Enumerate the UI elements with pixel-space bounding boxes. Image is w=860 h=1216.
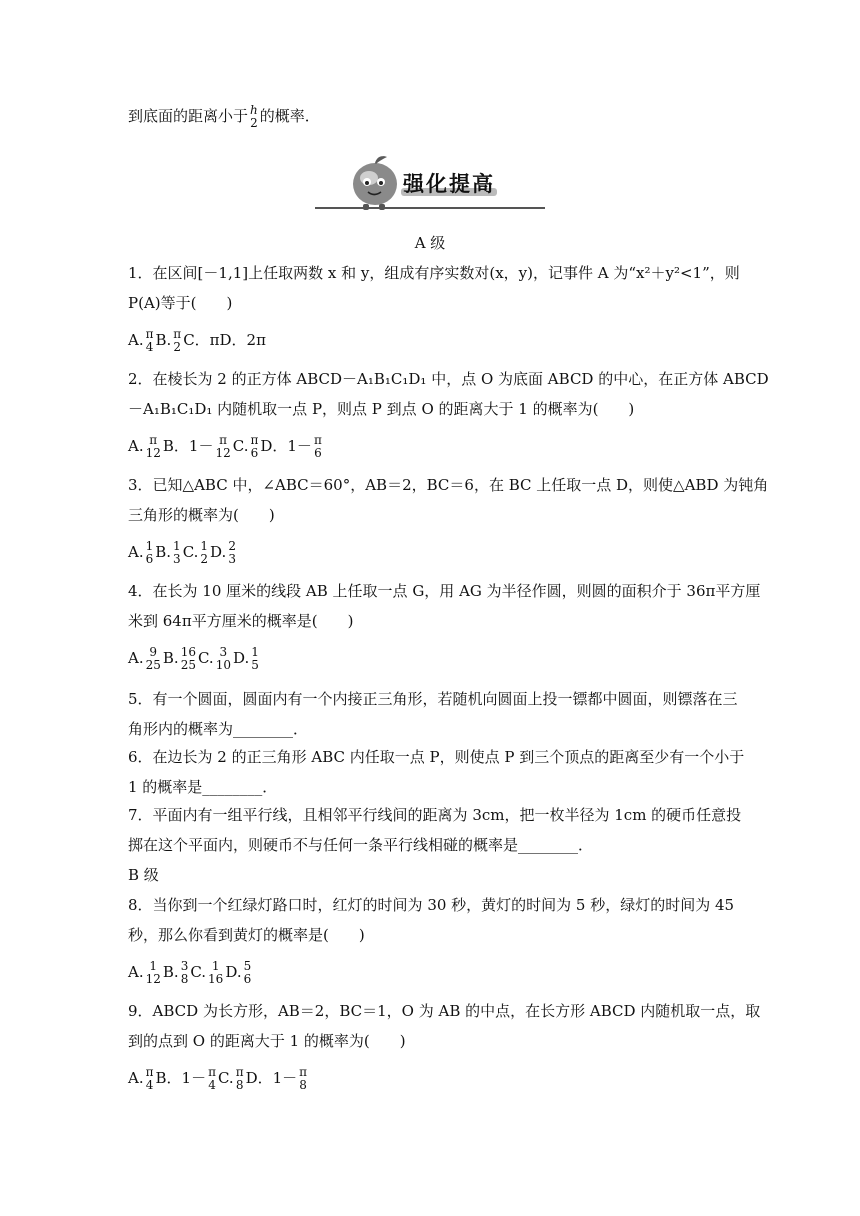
fraction — [172, 328, 182, 354]
fraction-denominator: 12 — [215, 446, 231, 460]
fraction-numerator: π — [219, 433, 228, 447]
intro-text: 到底面的距离小于 — [128, 107, 249, 125]
option-label: B. — [155, 331, 172, 349]
fraction — [145, 434, 162, 460]
question-8-options — [128, 960, 738, 986]
option-label: D. — [225, 963, 242, 981]
option-label: D. — [210, 543, 227, 561]
fraction-denominator: 3 — [173, 552, 181, 566]
intro-text-end: 的概率． — [259, 107, 320, 125]
option-label: A. — [128, 649, 144, 667]
question-3-line-2: 三角形的概率为( ) — [128, 506, 275, 524]
fraction — [145, 646, 162, 672]
option-label: B．1－ — [162, 437, 214, 455]
fraction — [243, 960, 253, 986]
fraction — [235, 1066, 245, 1092]
fraction-numerator: π — [313, 433, 322, 447]
fraction-denominator: 2 — [173, 340, 182, 354]
fraction-numerator: 9 — [149, 645, 158, 659]
question-7-line-2: 掷在这个平面内，则硬币不与任何一条平行线相碰的概率是________． — [128, 836, 594, 854]
question-2-options — [128, 434, 738, 460]
option-label: C. — [197, 649, 214, 667]
question-6-line-1: 6．在边长为 2 的正三角形 ABC 内任取一点 P，则使点 P 到三个顶点的距离至少有一个小于 — [128, 748, 745, 766]
banner-divider — [315, 207, 545, 209]
fraction — [145, 540, 155, 566]
fraction-numerator: 1 — [173, 539, 181, 553]
option-label: A. — [128, 963, 144, 981]
question-5-line-1: 5．有一个圆面，圆面内有一个内接正三角形，若随机向圆面上投一镖都中圆面，则镖落在三 — [128, 690, 738, 708]
option-label: C. — [232, 437, 249, 455]
question-3-line-1: 3．已知△ABC 中，∠ABC＝60°，AB＝2，BC＝6，在 BC 上任取一点 D，则使△ABD 为钝角 — [128, 476, 769, 494]
question-9-line-1: 9．ABCD 为长方形，AB＝2，BC＝1，O 为 AB 的中点，在长方形 ABCD 内随机取一点，取 — [128, 1002, 761, 1020]
fraction — [207, 1066, 217, 1092]
question-4-line-2: 米到 64π平方厘米的概率是( ) — [128, 612, 354, 630]
fraction-numerator: 16 — [180, 645, 196, 659]
fraction-numerator: 3 — [219, 645, 228, 659]
fraction-numerator: π — [145, 327, 154, 341]
question-2-line-1: 2．在棱长为 2 的正方体 ABCD－A₁B₁C₁D₁ 中，点 O 为底面 ABCD 的中心，在正方体 ABCD — [128, 370, 769, 388]
fraction-denominator: 8 — [180, 972, 189, 986]
option-label: A. — [128, 437, 144, 455]
fraction-numerator: 1 — [200, 539, 209, 553]
fraction-numerator: h — [250, 103, 258, 117]
fraction-numerator: 1 — [149, 959, 158, 973]
section-title: 强化提高 — [403, 172, 495, 196]
fraction — [172, 540, 182, 566]
fraction-denominator: 25 — [180, 658, 196, 672]
fraction — [145, 1066, 155, 1092]
fraction — [199, 540, 209, 566]
fraction — [249, 434, 259, 460]
option-label: D．1－ — [245, 1069, 298, 1087]
question-9-options — [128, 1066, 738, 1092]
option-label: A. — [128, 331, 144, 349]
fraction-numerator: 1 — [251, 645, 259, 659]
fraction-numerator: π — [149, 433, 158, 447]
option-label: C. — [182, 543, 199, 561]
option-label: B. — [162, 963, 179, 981]
fraction-denominator: 12 — [145, 972, 161, 986]
fraction-denominator: 2 — [200, 552, 209, 566]
fraction — [249, 104, 259, 130]
question-3-options — [128, 540, 738, 566]
fraction — [180, 960, 190, 986]
option-label: C．πD．2π — [183, 331, 266, 349]
question-7-line-1: 7．平面内有一组平行线，且相邻平行线间的距离为 3cm，把一枚半径为 1cm 的硬币任意投 — [128, 806, 742, 824]
fraction-denominator: 2 — [250, 116, 258, 130]
option-label: C. — [190, 963, 207, 981]
intro-line — [128, 104, 738, 130]
fraction-denominator: 6 — [145, 552, 154, 566]
fraction-numerator: 1 — [211, 959, 220, 973]
fraction — [145, 960, 162, 986]
question-1-line-2: P(A)等于( ) — [128, 294, 233, 312]
question-8-line-2: 秒，那么你看到黄灯的概率是( ) — [128, 926, 365, 944]
fraction-denominator: 25 — [145, 658, 161, 672]
fraction-numerator: 3 — [180, 959, 189, 973]
option-label: B．1－ — [155, 1069, 207, 1087]
question-9-line-2: 到的点到 O 的距离大于 1 的概率为( ) — [128, 1032, 406, 1050]
question-1-options — [128, 328, 738, 354]
fraction-numerator: π — [208, 1065, 216, 1079]
question-4-line-1: 4．在长为 10 厘米的线段 AB 上任取一点 G，用 AG 为半径作圆，则圆的面积介于 36π平方厘 — [128, 582, 761, 600]
option-label: B. — [162, 649, 179, 667]
fraction-numerator: 1 — [145, 539, 154, 553]
fraction-denominator: 3 — [228, 552, 236, 566]
fraction — [145, 328, 155, 354]
fraction-numerator: π — [145, 1065, 154, 1079]
fraction — [207, 960, 224, 986]
fraction-denominator: 6 — [250, 446, 259, 460]
fraction-numerator: π — [299, 1065, 308, 1079]
section-banner — [315, 152, 545, 212]
fraction-denominator: 6 — [243, 972, 252, 986]
fraction — [227, 540, 237, 566]
option-label: A. — [128, 1069, 144, 1087]
question-6-line-2: 1 的概率是________． — [128, 778, 278, 796]
option-label: D．1－ — [260, 437, 312, 455]
fraction — [250, 646, 260, 672]
fraction-denominator: 8 — [235, 1078, 244, 1092]
question-8-line-1: 8．当你到一个红绿灯路口时，红灯的时间为 30 秒，黄灯的时间为 5 秒，绿灯的时间为 45 — [128, 896, 735, 914]
fraction-denominator: 4 — [145, 340, 154, 354]
fraction — [214, 434, 231, 460]
question-4-options — [128, 646, 738, 672]
fraction-denominator: 4 — [145, 1078, 154, 1092]
fraction — [180, 646, 197, 672]
fraction-denominator: 12 — [145, 446, 161, 460]
fraction-denominator: 6 — [314, 446, 322, 460]
level-a-heading: A 级 — [414, 234, 446, 252]
fraction-numerator: 2 — [228, 539, 236, 553]
fraction — [313, 434, 323, 460]
question-2-line-2: －A₁B₁C₁D₁ 内随机取一点 P，则点 P 到点 O 的距离大于 1 的概率为( ) — [128, 400, 635, 418]
fraction-denominator: 10 — [215, 658, 231, 672]
fraction-denominator: 8 — [299, 1078, 307, 1092]
option-label: D. — [232, 649, 250, 667]
question-1-line-1: 1．在区间[－1,1]上任取两数 x 和 y，组成有序实数对(x，y)，记事件 A 为“x²＋y²<1”，则 — [128, 264, 740, 282]
option-label: C. — [217, 1069, 234, 1087]
fraction-numerator: π — [235, 1065, 244, 1079]
level-b-heading: B 级 — [128, 866, 159, 884]
fraction-numerator: π — [250, 433, 259, 447]
fraction-numerator: 5 — [243, 959, 252, 973]
fraction-denominator: 5 — [251, 658, 259, 672]
question-5-line-2: 角形内的概率为________． — [128, 720, 309, 738]
fraction-numerator: π — [173, 327, 182, 341]
apple-mascot-icon — [337, 152, 413, 212]
option-label: B. — [155, 543, 172, 561]
fraction — [298, 1066, 308, 1092]
fraction-denominator: 4 — [208, 1078, 216, 1092]
fraction — [215, 646, 232, 672]
fraction-denominator: 16 — [208, 972, 224, 986]
option-label: A. — [128, 543, 144, 561]
